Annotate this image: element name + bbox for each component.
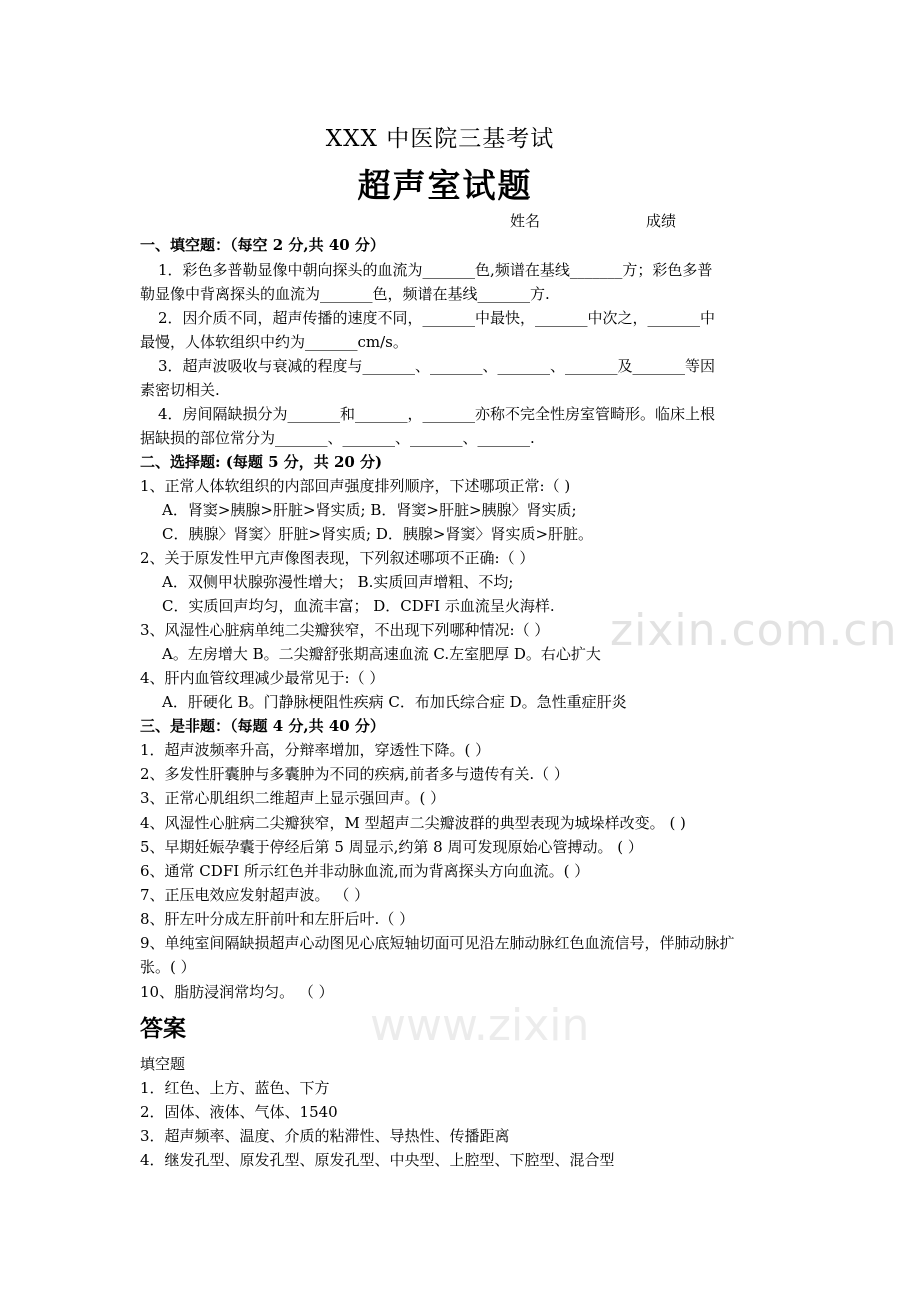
answer-line: 3．超声频率、温度、介质的粘滞性、导热性、传播距离	[140, 1127, 510, 1145]
section1-line: 据缺损的部位常分为_______、_______、_______、_______.	[140, 429, 535, 447]
exam-subtitle: 超声室试题	[357, 166, 533, 205]
answers-subheading: 填空题	[140, 1055, 186, 1073]
section1-line: 1．彩色多普勒显像中朝向探头的血流为_______色,频谱在基线_______方；彩色多普	[158, 261, 713, 279]
section3-line: 8、肝左叶分成左肝前叶和左肝后叶.（ ）	[140, 910, 415, 928]
watermark: zixin.com.cn	[610, 605, 898, 656]
section2-line: 4、肝内血管纹理减少最常见于:（ ）	[140, 669, 385, 687]
section1-line: 最慢，人体软组织中约为_______cm/s。	[140, 333, 408, 351]
section3-line: 4、风湿性心脏病二尖瓣狭窄，M 型超声二尖瓣波群的典型表现为城垛样改变。 ( )	[140, 814, 686, 832]
section3-line: 6、通常 CDFI 所示红色并非动脉血流,而为背离探头方向血流。( ）	[140, 862, 590, 880]
section2-line: A。左房增大 B。二尖瓣舒张期高速血流 C.左室肥厚 D。右心扩大	[162, 645, 601, 663]
section2-heading: 二、选择题: (每题 5 分，共 20 分)	[140, 453, 383, 471]
section1-line: 勒显像中背离探头的血流为_______色，频谱在基线_______方.	[140, 285, 550, 303]
section3-line: 张。( ）	[140, 958, 196, 976]
section3-line: 9、单纯室间隔缺损超声心动图见心底短轴切面可见沿左肺动脉红色血流信号，伴肺动脉扩	[140, 934, 735, 952]
section2-line: 1、正常人体软组织的内部回声强度排列顺序，下述哪项正常:（ )	[140, 477, 571, 495]
watermark-faint: www.zixin	[370, 1000, 590, 1051]
section3-line: 5、早期妊娠孕囊于停经后第 5 周显示,约第 8 周可发现原始心管搏动。 ( ）	[140, 838, 643, 856]
section2-line: C．胰腺〉肾窦〉肝脏>肾实质; D．胰腺>肾窦〉肾实质>肝脏。	[162, 525, 594, 543]
section2-line: A．肾窦>胰腺>肝脏>肾实质; B．肾窦>肝脏>胰腺〉肾实质;	[162, 501, 577, 519]
section2-line: A．双侧甲状腺弥漫性增大； B.实质回声增粗、不均;	[162, 573, 514, 591]
section2-line: 2、关于原发性甲亢声像图表现，下列叙述哪项不正确:（ ）	[140, 549, 535, 567]
name-label: 姓名	[510, 212, 541, 230]
exam-title: XXX 中医院三基考试	[325, 126, 555, 152]
section3-line: 3、正常心肌组织二维超声上显示强回声。( ）	[140, 789, 446, 807]
section1-heading: 一、填空题：（每空 2 分,共 40 分）	[140, 236, 385, 254]
answers-heading: 答案	[140, 1015, 186, 1042]
section1-line: 素密切相关.	[140, 381, 220, 399]
section2-line: 3、风湿性心脏病单纯二尖瓣狭窄，不出现下列哪种情况:（ ）	[140, 621, 550, 639]
answer-line: 2．固体、液体、气体、1540	[140, 1103, 338, 1121]
score-label: 成绩	[646, 212, 677, 230]
answer-line: 1．红色、上方、蓝色、下方	[140, 1079, 330, 1097]
answer-line: 4．继发孔型、原发孔型、原发孔型、中央型、上腔型、下腔型、混合型	[140, 1151, 615, 1169]
section3-line: 10、脂肪浸润常均匀。 （ ）	[140, 983, 334, 1001]
section1-line: 3．超声波吸收与衰减的程度与_______、_______、_______、_______及_______等因	[158, 357, 716, 375]
section3-line: 1．超声波频率升高，分辩率增加，穿透性下降。( ）	[140, 741, 491, 759]
section3-line: 7、正压电效应发射超声波。 （ ）	[140, 886, 370, 904]
section3-heading: 三、是非题：（每题 4 分,共 40 分）	[140, 717, 385, 735]
section2-line: A．肝硬化 B。门静脉梗阻性疾病 C．布加氏综合症 D。急性重症肝炎	[162, 693, 627, 711]
section2-line: C．实质回声均匀，血流丰富； D．CDFI 示血流呈火海样.	[162, 597, 555, 615]
section1-line: 2．因介质不同，超声传播的速度不同，_______中最快，_______中次之，_______中	[158, 309, 716, 327]
section1-line: 4．房间隔缺损分为_______和_______，_______亦称不完全性房室管畸形。临床上根	[158, 405, 716, 423]
section3-line: 2、多发性肝囊肿与多囊肿为不同的疾病,前者多与遗传有关.（ ）	[140, 765, 569, 783]
